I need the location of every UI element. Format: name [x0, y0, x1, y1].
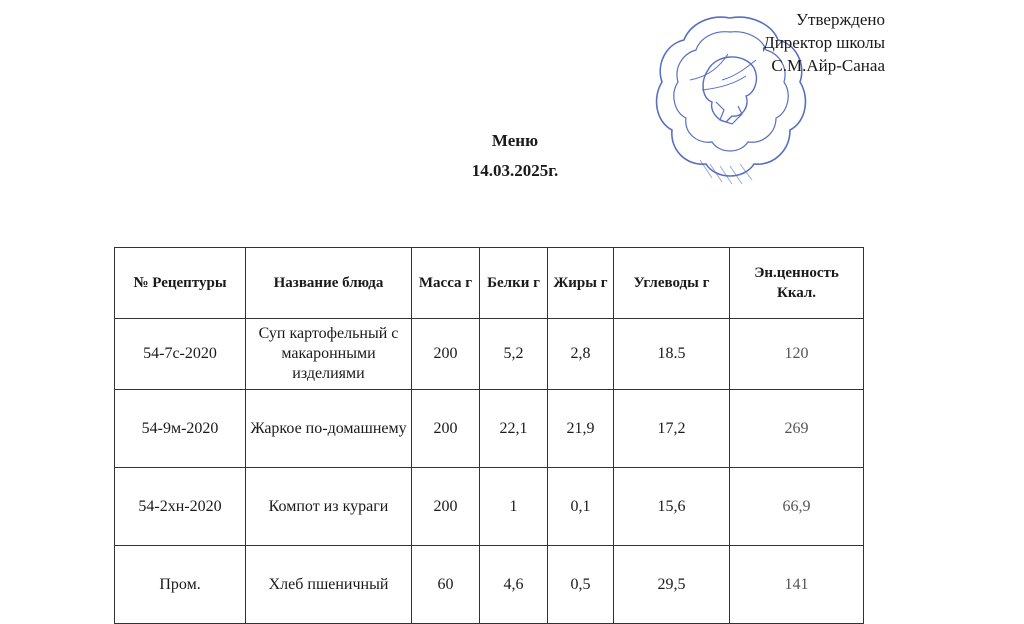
cell-dish-name: Суп картофельный с макаронными изделиями [246, 319, 412, 390]
cell-fats: 21,9 [548, 390, 614, 468]
approval-line-signatory: С.М.Айр-Санаа [771, 56, 885, 75]
cell-mass: 200 [412, 319, 480, 390]
header-carbohydrates: Углеводы г [614, 248, 730, 319]
approval-line-position: Директор школы [763, 33, 885, 52]
cell-fats: 2,8 [548, 319, 614, 390]
header-dish-name: Название блюда [246, 248, 412, 319]
cell-dish-name: Хлеб пшеничный [246, 546, 412, 624]
cell-fats: 0,1 [548, 468, 614, 546]
cell-energy-value: 66,9 [730, 468, 864, 546]
cell-recipe-number: 54-2хн-2020 [115, 468, 246, 546]
cell-carbohydrates: 29,5 [614, 546, 730, 624]
cell-dish-name: Жаркое по-домашнему [246, 390, 412, 468]
cell-recipe-number: 54-9м-2020 [115, 390, 246, 468]
cell-mass: 60 [412, 546, 480, 624]
table-row [115, 390, 864, 468]
table-row [115, 546, 864, 624]
cell-proteins: 22,1 [480, 390, 548, 468]
approval-block [763, 8, 885, 77]
table-header-row [115, 248, 864, 319]
document-title: Меню [491, 131, 539, 150]
header-recipe-number: № Рецептуры [115, 248, 246, 319]
cell-carbohydrates: 17,2 [614, 390, 730, 468]
cell-recipe-number: 54-7с-2020 [115, 319, 246, 390]
cell-energy-value: 269 [730, 390, 864, 468]
cell-energy-value: 120 [730, 319, 864, 390]
table-row [115, 319, 864, 390]
header-mass: Масса г [412, 248, 480, 319]
cell-proteins: 1 [480, 468, 548, 546]
approval-line-approved: Утверждено [796, 10, 885, 29]
header-energy-value: Эн.ценность Ккал. [730, 248, 864, 319]
cell-carbohydrates: 15,6 [614, 468, 730, 546]
cell-proteins: 4,6 [480, 546, 548, 624]
cell-mass: 200 [412, 468, 480, 546]
cell-recipe-number: Пром. [115, 546, 246, 624]
header-fats: Жиры г [548, 248, 614, 319]
cell-energy-value: 141 [730, 546, 864, 624]
cell-carbohydrates: 18.5 [614, 319, 730, 390]
cell-proteins: 5,2 [480, 319, 548, 390]
cell-mass: 200 [412, 390, 480, 468]
header-proteins: Белки г [480, 248, 548, 319]
table-row [115, 468, 864, 546]
cell-dish-name: Компот из кураги [246, 468, 412, 546]
cell-fats: 0,5 [548, 546, 614, 624]
menu-table [114, 247, 864, 624]
document-date: 14.03.2025г. [471, 161, 559, 180]
